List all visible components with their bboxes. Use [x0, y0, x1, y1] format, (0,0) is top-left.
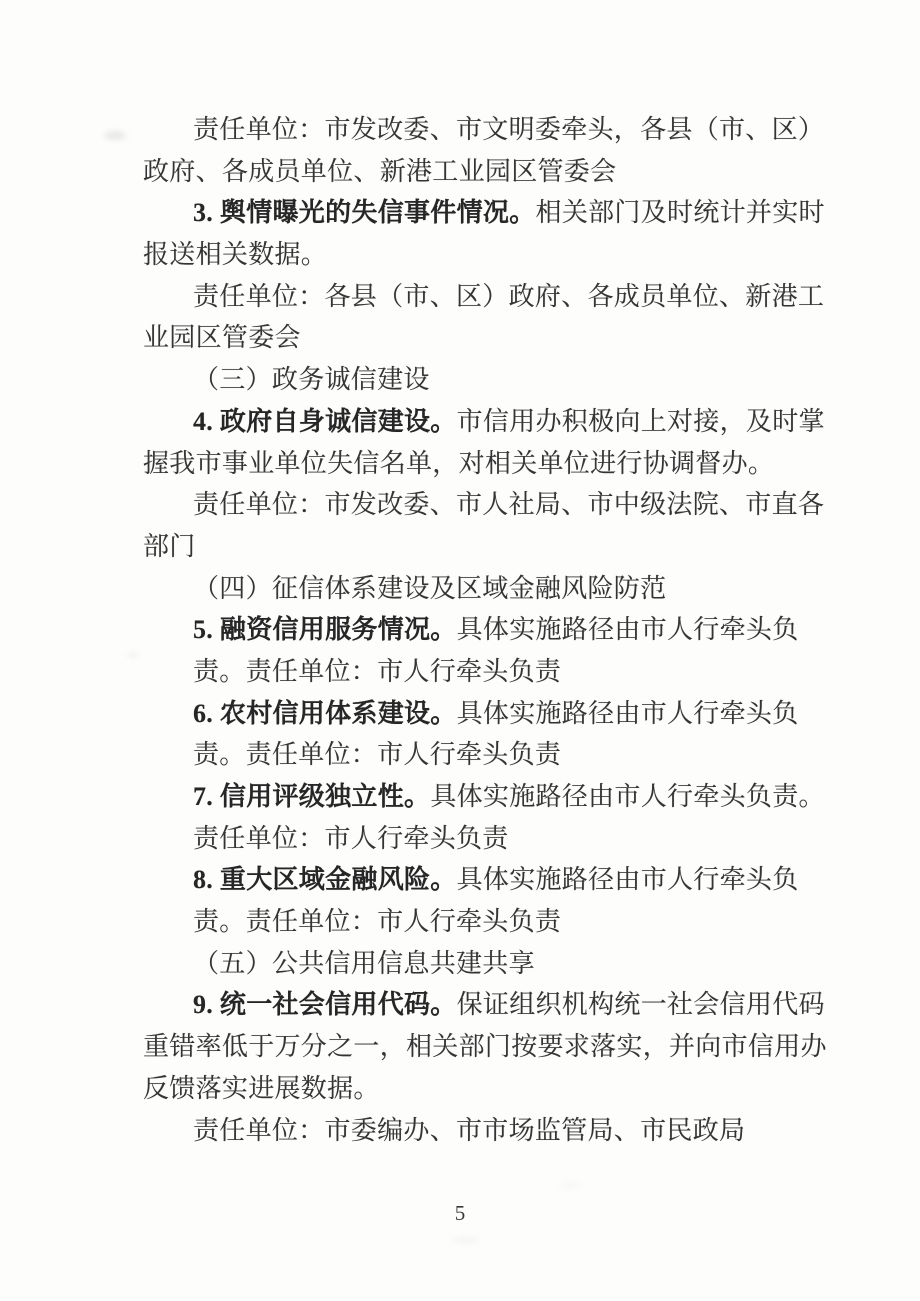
- item-heading-run: 6. 农村信用体系建设。: [193, 698, 457, 728]
- document-body: [143, 109, 827, 1151]
- text-run: 具体实施路径由市人行牵头负: [456, 615, 799, 645]
- text-run: （五）公共信用信息共建共享: [193, 948, 535, 978]
- item-heading-run: 5. 融资信用服务情况。: [193, 615, 457, 645]
- text-line: [143, 651, 803, 693]
- item-heading-run: 7. 信用评级独立性。: [193, 782, 431, 811]
- text-run: （四）征信体系建设及区域金融风险防范: [193, 573, 667, 603]
- text-run: 具体实施路径由市人行牵头负: [456, 698, 799, 728]
- text-line: [143, 359, 803, 401]
- text-line: [143, 443, 803, 485]
- text-run: 责任单位：市委编办、市市场监管局、市民政局: [193, 1115, 746, 1145]
- item-heading-run: 9. 统一社会信用代码。: [193, 990, 457, 1020]
- text-line: [143, 568, 803, 610]
- text-run: 重错率低于万分之一，相关部门按要求落实，并向市信用办: [143, 1032, 827, 1062]
- text-run: 责任单位：市人行牵头负责: [193, 823, 509, 853]
- text-line: [143, 609, 803, 651]
- text-run: 具体实施路径由市人行牵头负责。: [430, 782, 825, 811]
- text-run: 责任单位：市发改委、市文明委牵头，各县（市、区）: [193, 115, 825, 144]
- text-run: （三）政务诚信建设: [193, 365, 430, 395]
- text-run: 保证组织机构统一社会信用代码: [456, 990, 825, 1020]
- text-line: [143, 901, 803, 943]
- text-run: 握我市事业单位失信名单，对相关单位进行协调督办。: [143, 448, 775, 478]
- text-line: [143, 1110, 803, 1152]
- text-line: [143, 943, 803, 985]
- scan-smudge: [104, 131, 126, 140]
- page-number: 5: [454, 1201, 466, 1225]
- text-line: [143, 818, 803, 860]
- text-line: [143, 776, 825, 818]
- text-line: [143, 192, 825, 234]
- text-line: [143, 1068, 803, 1110]
- item-heading-run: 8. 重大区域金融风险。: [193, 865, 457, 895]
- text-run: 部门: [143, 531, 196, 561]
- scan-smudge: [560, 1182, 580, 1189]
- text-line: [143, 151, 803, 193]
- text-run: 责任单位：市发改委、市人社局、市中级法院、市直各: [193, 490, 825, 520]
- text-line: [143, 317, 803, 359]
- text-run: 市信用办积极向上对接，及时掌: [456, 406, 825, 436]
- text-line: [143, 693, 803, 735]
- text-line: [143, 276, 825, 318]
- scan-smudge: [128, 652, 138, 658]
- text-run: 具体实施路径由市人行牵头负: [456, 865, 799, 895]
- text-line: [143, 859, 803, 901]
- text-run: 业园区管委会: [143, 323, 301, 353]
- text-run: 责。责任单位：市人行牵头负责: [193, 656, 562, 686]
- text-line: [143, 234, 803, 276]
- text-run: 责。责任单位：市人行牵头负责: [193, 907, 562, 937]
- item-heading-run: 3. 舆情曝光的失信事件情况。: [193, 198, 536, 228]
- text-line: [143, 734, 803, 776]
- item-heading-run: 4. 政府自身诚信建设。: [193, 406, 457, 436]
- text-line: [143, 526, 803, 568]
- text-line: [143, 109, 825, 151]
- scan-smudge: [452, 1236, 478, 1244]
- text-run: 反馈落实进展数据。: [143, 1073, 380, 1103]
- text-run: 报送相关数据。: [143, 240, 328, 270]
- text-run: 责。责任单位：市人行牵头负责: [193, 740, 562, 770]
- text-run: 政府、各成员单位、新港工业园区管委会: [143, 156, 617, 186]
- text-run: 责任单位：各县（市、区）政府、各成员单位、新港工: [193, 281, 825, 311]
- text-line: [143, 484, 825, 526]
- text-run: 相关部门及时统计并实时: [535, 198, 825, 228]
- text-line: [143, 1026, 827, 1068]
- text-line: [143, 401, 825, 443]
- text-line: [143, 984, 825, 1026]
